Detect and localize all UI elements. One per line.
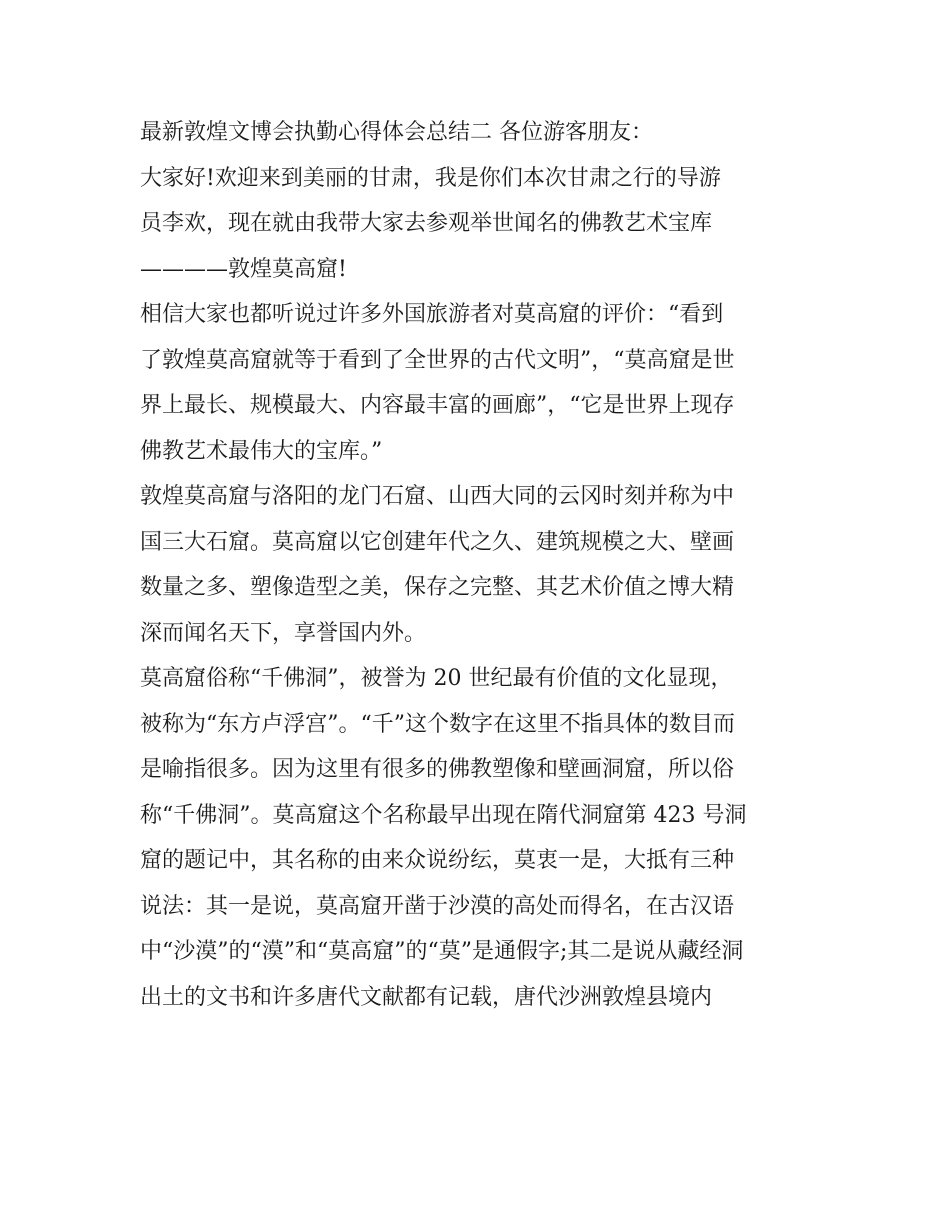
text-line: 了敦煌莫高窟就等于看到了全世界的古代文明”，“莫高窟是世 xyxy=(140,347,735,373)
text-line: 佛教艺术最伟大的宝库。” xyxy=(140,438,383,464)
text-line: 出土的文书和许多唐代文献都有记载，唐代沙洲敦煌县境内 xyxy=(140,984,713,1010)
text-line: 界上最长、规模最大、内容最丰富的画廊”，“它是世界上现存 xyxy=(140,393,735,418)
text-line: 说法：其一是说，莫高窟开凿于沙漠的高处而得名，在古汉语 xyxy=(140,893,735,919)
text-line: 大家好!欢迎来到美丽的甘肃，我是你们本次甘肃之行的导游 xyxy=(140,165,721,191)
text-line: 莫高窟俗称“千佛洞”，被誉为 20 世纪最有价值的文化显现， xyxy=(140,666,733,691)
text-line: 相信大家也都听说过许多外国旅游者对莫高窟的评价：“看到 xyxy=(140,302,724,327)
text-line: 员李欢，现在就由我带大家去参观举世闻名的佛教艺术宝库 xyxy=(140,211,713,236)
text-line: 数量之多、塑像造型之美，保存之完整、其艺术价值之博大精 xyxy=(140,575,735,600)
text-line: 最新敦煌文博会执勤心得体会总结二 各位游客朋友： xyxy=(140,120,653,145)
text-line: 深而闻名天下，享誉国内外。 xyxy=(140,620,427,646)
text-line: 是喻指很多。因为这里有很多的佛教塑像和壁画洞窟，所以俗 xyxy=(140,757,735,782)
text-line: ————敦煌莫高窟! xyxy=(140,256,347,282)
text-line: 被称为“东方卢浮宫”。“千”这个数字在这里不指具体的数目而 xyxy=(140,711,735,737)
document-body xyxy=(140,110,820,1020)
text-line: 国三大石窟。莫高窟以它创建年代之久、建筑规模之大、壁画 xyxy=(140,529,735,555)
text-line: 称“千佛洞”。莫高窟这个名称最早出现在隋代洞窟第 423 号洞 xyxy=(140,802,747,828)
text-line: 窟的题记中，其名称的由来众说纷纭，莫衷一是，大抵有三种 xyxy=(140,848,735,873)
text-line: 敦煌莫高窟与洛阳的龙门石窟、山西大同的云冈时刻并称为中 xyxy=(140,484,735,509)
text-line: 中“沙漠”的“漠”和“莫高窟”的“莫”是通假字;其二是说从藏经洞 xyxy=(140,939,744,964)
